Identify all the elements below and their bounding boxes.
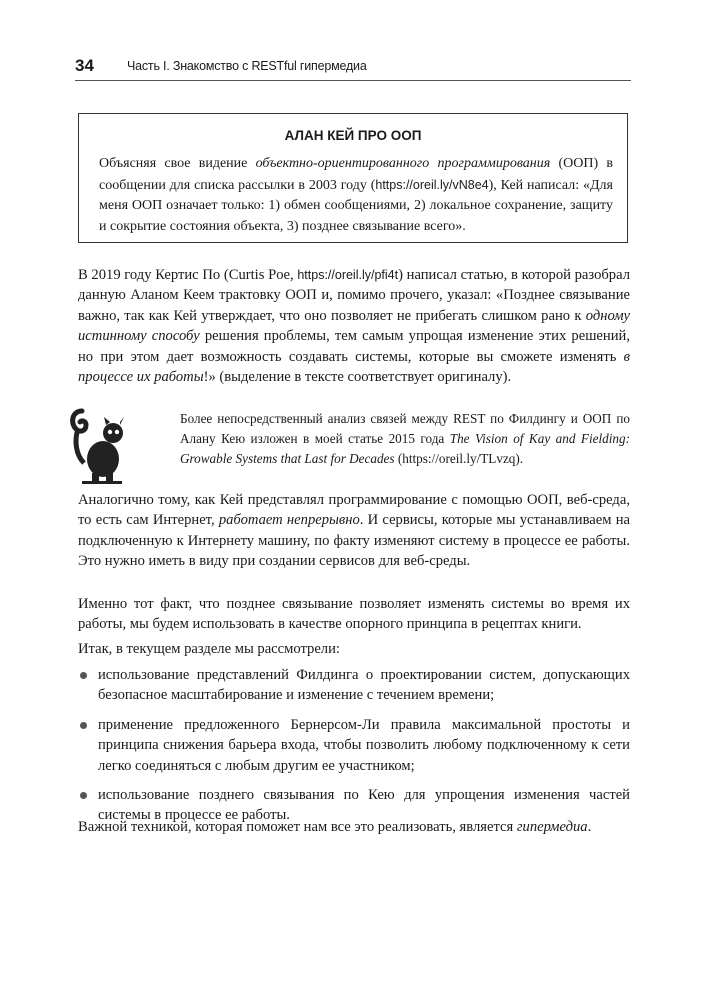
running-head: Часть I. Знакомство с RESTful гипермедиа	[127, 59, 367, 73]
note-paragraph: Более непосредственный анализ связей между REST по Филдингу и ООП по Алану Кею изложен в моей статье 2015 года The Vision of Kay and Fielding: Growable Systems that Last for Decades (https://oreil.ly/TLvzq).	[180, 411, 630, 466]
sidebar-text: Объясняя свое видение объектно-ориентированного программирования (ООП) в сообщении для списка рассылки в 2003 году (https://oreil.ly/vN8e4), Кей написал: «Для меня ООП означает только: 1) обмен сообщениями, 2) локальное сохранение, защиту и сокрытие состояния объекта, 3) позднее связывание всего».	[99, 156, 613, 234]
bullet-icon	[80, 792, 87, 799]
list-item: применение предложенного Бернерсом-Ли правила максимальной простоты и принципа снижения барьера входа, чтобы позволить любому подключенному к сети легко соединяться с любым другим ее участником;	[78, 715, 630, 776]
sidebar-link[interactable]: https://oreil.ly/vN8e4	[375, 177, 489, 192]
sidebar-title: АЛАН КЕЙ ПРО ООП	[284, 128, 422, 143]
sidebar-box	[78, 113, 628, 243]
bullet-list	[78, 665, 630, 835]
page-header	[75, 54, 631, 81]
bullet-icon	[80, 722, 87, 729]
poe-link[interactable]: https://oreil.ly/pfi4t	[297, 268, 399, 282]
list-item: использование представлений Филдинга о проектировании систем, допускающих безопасное масштабирование и изменение с течением времени;	[78, 665, 630, 706]
paragraph-5: Важной техникой, которая поможет нам все это реализовать, является гипермедиа.	[78, 819, 592, 835]
paragraph-4: Итак, в текущем разделе мы рассмотрели:	[78, 641, 340, 657]
paragraph-1: В 2019 году Кертис По (Curtis Poe, https://oreil.ly/pfi4t) написал статью, в которой разобрал данную Аланом Кеем трактовку ООП и, помимо прочего, указал: «Позднее связывание важно, так как Кей утверждает, что оно позволяет не прибегать слишком рано к одному истинному способу решения проблемы, тем самым упрощая изменение этих решений, но при этом дает возможность создавать системы, которые вы сможете изменять в процессе их работы!» (выделение в тексте соответствует оригиналу).	[78, 267, 630, 386]
lemur-icon	[68, 403, 134, 485]
list-item: использование позднего связывания по Кею для упрощения изменения частей системы в процессе ее работы.	[78, 785, 630, 826]
paragraph-2: Аналогично тому, как Кей представлял программирование с помощью ООП, веб-среда, то есть сам Интернет, работает непрерывно. И сервисы, которые мы устанавливаем на подключенную к Интернету машину, по факту изменяют систему в процессе ее работы. Это нужно иметь в виду при создании сервисов для веб-среды.	[78, 492, 630, 570]
page-number: 34	[75, 56, 94, 75]
bullet-icon	[80, 672, 87, 679]
paragraph-3: Именно тот факт, что позднее связывание позволяет изменять системы во время их работы, мы будем использовать в качестве опорного принципа в рецептах книги.	[78, 596, 630, 633]
